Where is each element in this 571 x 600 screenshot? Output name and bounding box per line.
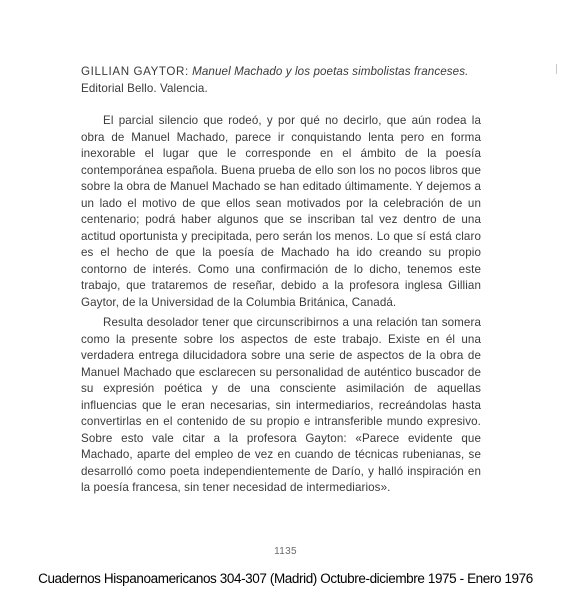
journal-citation-footer: Cuadernos Hispanoamericanos 304-307 (Madrid) Octubre-diciembre 1975 - Enero 1976 <box>38 571 533 586</box>
page-number: 1135 <box>274 546 297 557</box>
paragraph-2: Resulta desolador tener que circunscribirnos a una relación tan somera como la presente sobre los aspectos de este trabajo. Existe en él una verdadera entrega dilucidadora sobre una serie de aspectos de la obra de Manuel Machado que esclarecen su personalidad de auténtico buscador de su expresión poética y de una consciente asimilación de aquellas influencias que le eran necesarias, sin intermediarios, recreándolas hasta convertirlas en el contenido de su propio e intransferible mundo expresivo. Sobre esto vale citar a la profesora Gayton: «Parece evidente que Machado, aparte del empleo de vez en cuando de técnicas rubenianas, se desarrolló como poeta independientemente de Darío, y halló inspiración en la poesía francesa, sin tener necesidad de intermediarios». <box>81 316 481 494</box>
paragraph-1: El parcial silencio que rodeó, y por qué no decirlo, que aún rodea la obra de Manuel Machado, parece ir conquistando lenta pero en forma inexorable el lugar que le corresponde en el ámbito de la poesía contemporánea española. Buena prueba de ello son los no pocos libros que sobre la obra de Manuel Machado se han editado últimamente. Y dejemos a un lado el motivo de que ellos sean motivados por la celebración de un centenario; podrá haber algunos que se inscriban tal vez dentro de una actitud oportunista y precipitada, pero serán los menos. Lo que sí está claro es el hecho de que la poesía de Machado ha ido creando su propio contorno de interés. Como una confirmación de lo dicho, tenemos este trabajo, que trataremos de reseñar, debido a la profesora inglesa Gillian Gaytor, de la Universidad de la Columbia Británica, Canadá. <box>81 114 481 309</box>
book-publisher: Editorial Bello. Valencia. <box>81 81 208 95</box>
review-heading <box>81 64 481 97</box>
page-edge-mark <box>556 64 561 74</box>
book-title: Manuel Machado y los poetas simbolistas franceses. <box>192 65 469 78</box>
review-text <box>81 64 481 497</box>
review-author: GILLIAN GAYTOR: <box>81 65 189 78</box>
